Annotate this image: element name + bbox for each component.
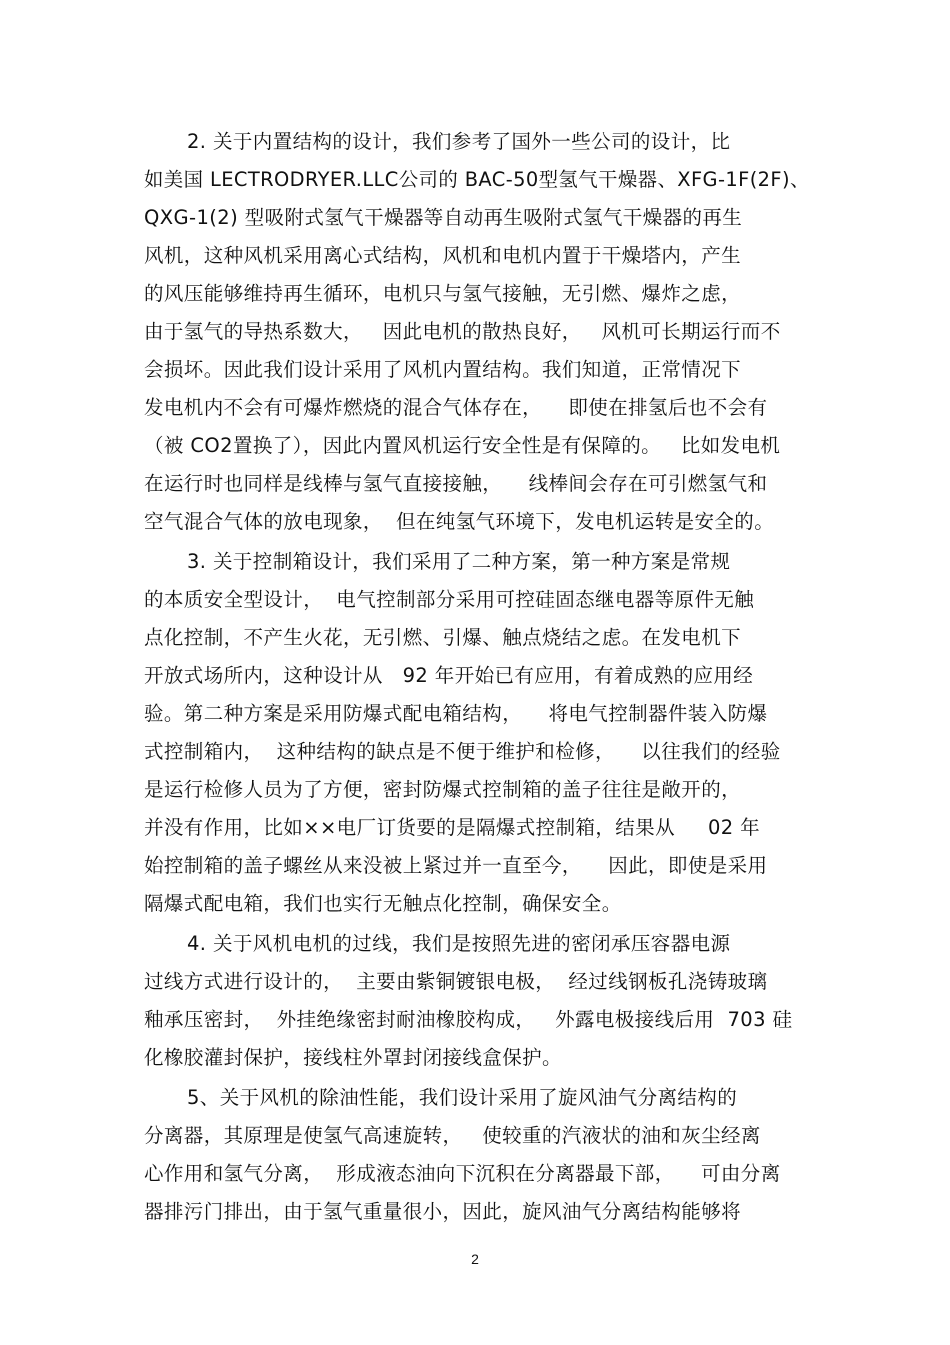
text-line: 过线方式进行设计的， 主要由紫铜镀银电极， 经过线钢板孔浇铸玻璃 <box>144 970 768 993</box>
text-line: 釉承压密封， 外挂绝缘密封耐油橡胶构成， 外露电极接线后用 703 硅 <box>144 1008 793 1031</box>
text-line: 的风压能够维持再生循环，电机只与氢气接触，无引燃、爆炸之虑， <box>144 282 742 305</box>
text-line: 验。第二种方案是采用防爆式配电箱结构， 将电气控制器件装入防爆 <box>144 702 768 725</box>
text-line: 化橡胶灌封保护，接线柱外罩封闭接线盒保护。 <box>144 1046 562 1069</box>
text-line: 是运行检修人员为了方便，密封防爆式控制箱的盖子往往是敞开的， <box>144 778 742 801</box>
text-line: 在运行时也同样是线棒与氢气直接接触， 线棒间会存在可引燃氢气和 <box>144 472 768 495</box>
text-line: 由于氢气的导热系数大， 因此电机的散热良好， 风机可长期运行而不 <box>144 320 781 343</box>
text-line: QXG-1(2) 型吸附式氢气干燥器等自动再生吸附式氢气干燥器的再生 <box>144 206 743 229</box>
text-line: 4. 关于风机电机的过线，我们是按照先进的密闭承压容器电源 <box>187 932 731 955</box>
text-line: 的本质安全型设计， 电气控制部分采用可控硅固态继电器等原件无触 <box>144 588 755 611</box>
page-number: 2 <box>471 1251 479 1267</box>
text-line: 点化控制，不产生火花，无引燃、引爆、触点烧结之虑。在发电机下 <box>144 626 742 649</box>
text-line: 式控制箱内， 这种结构的缺点是不便于维护和检修， 以往我们的经验 <box>144 740 781 763</box>
text-line: 器排污门排出，由于氢气重量很小，因此，旋风油气分离结构能够将 <box>144 1200 742 1223</box>
text-line: 会损坏。因此我们设计采用了风机内置结构。我们知道，正常情况下 <box>144 358 742 381</box>
text-line: 2. 关于内置结构的设计，我们参考了国外一些公司的设计，比 <box>187 130 731 153</box>
text-line: （被 CO2置换了），因此内置风机运行安全性是有保障的。 比如发电机 <box>144 434 781 457</box>
text-line: 5、关于风机的除油性能，我们设计采用了旋风油气分离结构的 <box>187 1086 738 1109</box>
text-line: 空气混合气体的放电现象， 但在纯氢气环境下，发电机运转是安全的。 <box>144 510 775 533</box>
text-line: 隔爆式配电箱，我们也实行无触点化控制，确保安全。 <box>144 892 622 915</box>
text-line: 发电机内不会有可爆炸燃烧的混合气体存在， 即使在排氢后也不会有 <box>144 396 768 419</box>
text-line: 3. 关于控制箱设计，我们采用了二种方案，第一种方案是常规 <box>187 550 731 573</box>
text-line: 风机，这种风机采用离心式结构，风机和电机内置于干燥塔内，产生 <box>144 244 742 267</box>
text-line: 如美国 LECTRODRYER.LLC公司的 BAC-50型氢气干燥器、XFG-1F(2F)、 <box>144 168 810 191</box>
text-line: 并没有作用，比如××电厂订货要的是隔爆式控制箱，结果从 02 年 <box>144 816 761 839</box>
text-line: 开放式场所内，这种设计从 92 年开始已有应用，有着成熟的应用经 <box>144 664 754 687</box>
text-line: 分离器，其原理是使氢气高速旋转， 使较重的汽液状的油和灰尘经离 <box>144 1124 761 1147</box>
text-line: 心作用和氢气分离， 形成液态油向下沉积在分离器最下部， 可由分离 <box>144 1162 781 1185</box>
text-line: 始控制箱的盖子螺丝从来没被上紧过并一直至今， 因此，即使是采用 <box>144 854 768 877</box>
